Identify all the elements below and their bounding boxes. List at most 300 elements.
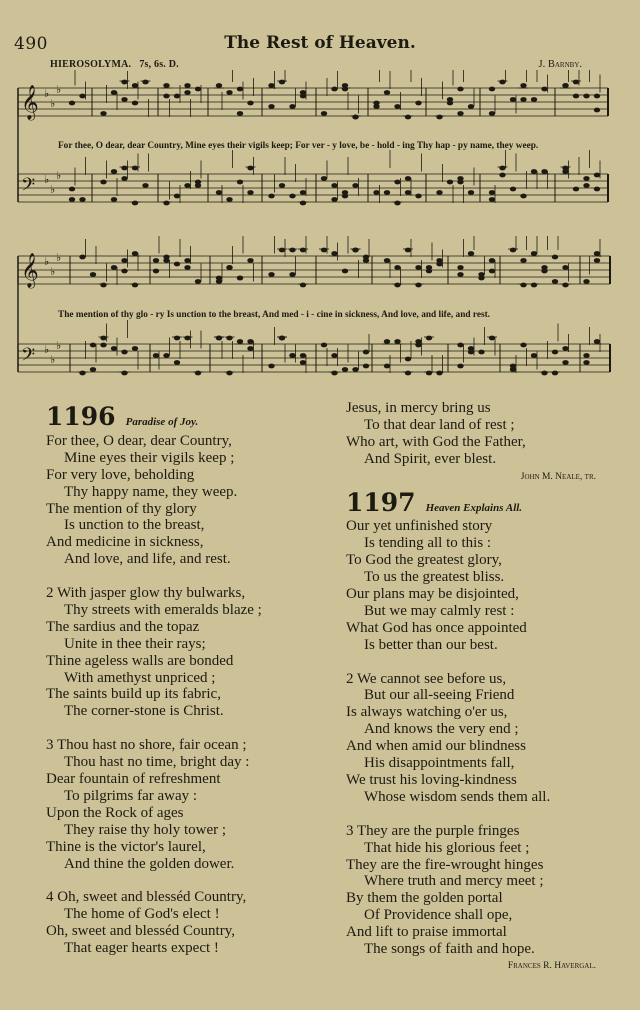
note-head [237, 276, 243, 281]
note-head [499, 173, 505, 178]
note-head [268, 194, 274, 199]
note-head [142, 183, 148, 188]
flat-icon: ♭ [44, 343, 50, 356]
flat-icon: ♭ [50, 265, 56, 278]
note-head [132, 101, 138, 106]
attribution-havergal: Frances R. Havergal. [507, 960, 596, 971]
verse-line: To us the greatest bliss. [364, 569, 505, 586]
note-head [226, 197, 232, 202]
note-head [184, 258, 190, 263]
verse-line: Upon the Rock of ages [46, 804, 184, 821]
note-head [289, 353, 295, 358]
note-head [552, 255, 558, 260]
note-head [331, 251, 337, 256]
flat-icon: ♭ [50, 183, 56, 196]
note-head [174, 194, 180, 199]
note-head [510, 97, 516, 102]
note-head [342, 367, 348, 372]
note-head [300, 248, 306, 253]
note-head [583, 176, 589, 181]
note-head [226, 265, 232, 270]
note-head [121, 80, 127, 85]
note-head [163, 94, 169, 99]
note-head [289, 104, 295, 109]
note-head [121, 166, 127, 171]
note-head [121, 350, 127, 355]
note-head [405, 357, 411, 362]
note-head [394, 104, 400, 109]
note-head [331, 183, 337, 188]
note-head [583, 360, 589, 365]
verse-line: His disappointments fall, [364, 755, 515, 772]
note-head [279, 183, 285, 188]
note-head [363, 350, 369, 355]
verse-line: And thine the golden dower. [64, 855, 235, 872]
flat-icon: ♭ [44, 173, 50, 186]
verse-line: Oh, sweet and blesséd Country, [46, 923, 235, 940]
verse-line: They are the fire-wrought hinges [346, 856, 544, 873]
note-head [132, 83, 138, 88]
note-head [352, 183, 358, 188]
treble-clef-icon: 𝄞 [21, 253, 39, 288]
page-title: The Rest of Heaven. [224, 33, 416, 53]
note-head [111, 169, 117, 174]
verse-line: The mention of thy glory [46, 500, 197, 517]
note-head [300, 190, 306, 195]
note-head [289, 248, 295, 253]
note-head [594, 251, 600, 256]
flat-icon: ♭ [44, 87, 50, 100]
flat-icon: ♭ [56, 169, 62, 182]
note-head [384, 90, 390, 95]
note-head [90, 367, 96, 372]
note-head [489, 269, 495, 274]
note-head [226, 336, 232, 341]
note-head [289, 194, 295, 199]
note-head [321, 111, 327, 116]
note-head [321, 248, 327, 253]
note-head [300, 283, 306, 288]
note-head [79, 371, 85, 376]
note-head [100, 343, 106, 348]
verse-line: 2 With jasper glow thy bulwarks, [46, 585, 246, 602]
note-head [111, 346, 117, 351]
stanza-gap [346, 806, 596, 823]
note-head [237, 111, 243, 116]
note-head [111, 90, 117, 95]
verse-line: Thou hast no time, bright day : [64, 754, 250, 771]
note-head [342, 190, 348, 195]
note-head [100, 283, 106, 288]
note-head [247, 346, 253, 351]
note-head [394, 339, 400, 344]
verse-line: Is better than our best. [364, 636, 498, 653]
note-head [153, 258, 159, 263]
note-head [352, 367, 358, 372]
note-head [478, 272, 484, 277]
note-head [342, 269, 348, 274]
verse-line: The sardius and the topaz [46, 618, 200, 635]
verse-line: Our yet unfinished story [346, 518, 493, 535]
note-head [405, 371, 411, 376]
note-head [573, 94, 579, 99]
note-head [132, 283, 138, 288]
hymn-verses-1197 [346, 518, 596, 958]
verse-line: Unite in thee their rays; [64, 635, 206, 652]
hymn-title-1197: Heaven Explains All. [425, 501, 523, 514]
note-head [79, 94, 85, 99]
note-head [226, 371, 232, 376]
note-head [489, 111, 495, 116]
note-head [153, 269, 159, 274]
note-head [79, 197, 85, 202]
note-head [373, 190, 379, 195]
note-head [331, 87, 337, 92]
hymn-number: 1196 [46, 402, 116, 431]
note-head [90, 272, 96, 277]
note-head [174, 262, 180, 267]
note-head [583, 183, 589, 188]
note-head [184, 265, 190, 270]
note-head [573, 80, 579, 85]
note-head [489, 190, 495, 195]
note-head [195, 279, 201, 284]
note-head [247, 339, 253, 344]
verse-line: To God the greatest glory, [346, 552, 502, 569]
verse-line: Jesus, in mercy bring us [346, 400, 491, 416]
note-head [121, 176, 127, 181]
hymn-number-1197: 1197 [346, 487, 416, 517]
attribution-neale: John M. Neale, tr. [520, 471, 596, 482]
note-head [541, 169, 547, 174]
note-head [541, 371, 547, 376]
note-head [142, 80, 148, 85]
verse-line: By them the golden portal [346, 890, 503, 907]
note-head [457, 364, 463, 369]
note-head [163, 201, 169, 206]
flat-icon: ♭ [50, 353, 56, 366]
note-head [510, 187, 516, 192]
note-head [415, 194, 421, 199]
note-head [195, 87, 201, 92]
note-head [90, 343, 96, 348]
verse-line: Thy streets with emeralds blaze ; [64, 601, 262, 618]
note-head [237, 87, 243, 92]
note-head [363, 364, 369, 369]
note-head [69, 101, 75, 106]
note-head [468, 350, 474, 355]
note-head [426, 265, 432, 270]
stanza-gap [46, 720, 262, 737]
note-head [394, 283, 400, 288]
music-lyrics-line-1: For thee, O dear, dear Country, Mine eyes their vigils keep; For ver - y love, be - hold - ing Thy hap - py name, they weep. [58, 141, 539, 151]
note-head [331, 371, 337, 376]
note-head [279, 248, 285, 253]
note-head [447, 180, 453, 185]
verse-line: For thee, O dear, dear Country, [46, 432, 232, 449]
note-head [583, 279, 589, 284]
composer: J. Barnby. [538, 59, 582, 70]
note-head [163, 83, 169, 88]
verse-line: Mine eyes their vigils keep ; [64, 449, 235, 466]
note-head [405, 176, 411, 181]
note-head [541, 269, 547, 274]
note-head [594, 94, 600, 99]
verse-line: Thine ageless walls are bonded [46, 652, 234, 669]
note-head [531, 283, 537, 288]
note-head [489, 197, 495, 202]
verse-line: 2 We cannot see before us, [346, 670, 507, 687]
note-head [300, 360, 306, 365]
note-head [153, 353, 159, 358]
note-head [520, 83, 526, 88]
note-head [342, 87, 348, 92]
note-head [279, 80, 285, 85]
note-head [489, 258, 495, 263]
note-head [174, 360, 180, 365]
note-head [300, 201, 306, 206]
stanza-gap [46, 568, 262, 585]
note-head [594, 108, 600, 113]
note-head [468, 104, 474, 109]
note-head [394, 201, 400, 206]
note-head [237, 339, 243, 344]
note-head [447, 97, 453, 102]
note-head [121, 269, 127, 274]
verse-line: Dear fountain of refreshment [46, 771, 221, 787]
note-head [573, 187, 579, 192]
note-head [499, 166, 505, 171]
verse-line: The corner-stone is Christ. [64, 703, 224, 720]
note-head [289, 272, 295, 277]
verse-line: And lift to praise immortal [346, 924, 507, 941]
note-head [132, 201, 138, 206]
note-head [121, 371, 127, 376]
note-head [520, 343, 526, 348]
note-head [237, 180, 243, 185]
verse-line: With amethyst unpriced ; [64, 669, 216, 686]
note-head [247, 258, 253, 263]
note-head [247, 190, 253, 195]
note-head [195, 180, 201, 185]
note-head [216, 336, 222, 341]
note-head [531, 169, 537, 174]
verse-line: 3 They are the purple fringes [346, 822, 520, 839]
note-head [520, 97, 526, 102]
note-head [331, 197, 337, 202]
flat-icon: ♭ [50, 97, 56, 110]
verse-line: 3 Thou hast no shore, fair ocean ; [46, 737, 247, 754]
note-head [184, 90, 190, 95]
hymn-header-1197 [346, 487, 596, 517]
note-head [300, 353, 306, 358]
note-head [352, 115, 358, 120]
tune-title: HIEROSOLYMA. [50, 59, 132, 70]
flat-icon: ♭ [56, 251, 62, 264]
note-head [594, 339, 600, 344]
verse-line: The songs of faith and hope. [364, 941, 535, 958]
hymn-verses [46, 433, 262, 957]
note-head [562, 169, 568, 174]
note-head [100, 336, 106, 341]
note-head [510, 364, 516, 369]
note-head [562, 265, 568, 270]
note-head [321, 343, 327, 348]
note-head [321, 176, 327, 181]
verse-line: 4 Oh, sweet and blesséd Country, [46, 889, 247, 906]
note-head [216, 83, 222, 88]
note-head [174, 336, 180, 341]
verse-line: Where truth and mercy meet ; [364, 873, 544, 890]
note-head [216, 276, 222, 281]
note-head [195, 371, 201, 376]
verse-line: Is unction to the breast, [64, 517, 205, 534]
note-head [100, 180, 106, 185]
note-head [226, 90, 232, 95]
note-head [384, 190, 390, 195]
note-head [562, 283, 568, 288]
note-head [436, 190, 442, 195]
note-head [457, 87, 463, 92]
note-head [436, 115, 442, 120]
tune-meter: 7s, 6s. D. [139, 59, 179, 70]
verse-line: Thine is the victor's laurel, [46, 838, 206, 855]
note-head [489, 87, 495, 92]
note-head [562, 360, 568, 365]
note-head [520, 258, 526, 263]
note-head [132, 251, 138, 256]
music-lyrics-line-2: The mention of thy glo - ry Is unction to the breast, And med - i - cine in sickness, And love, and life, and rest. [58, 310, 490, 320]
note-head [457, 176, 463, 181]
note-head [562, 83, 568, 88]
verse-line: That eager hearts expect ! [64, 940, 219, 957]
note-head [268, 104, 274, 109]
note-head [594, 187, 600, 192]
note-head [552, 371, 558, 376]
note-head [457, 343, 463, 348]
note-head [426, 371, 432, 376]
note-head [268, 364, 274, 369]
note-head [457, 265, 463, 270]
note-head [531, 97, 537, 102]
verse-line: We trust his loving-kindness [346, 772, 517, 789]
flat-icon: ♭ [56, 339, 62, 352]
note-head [373, 101, 379, 106]
flat-icon: ♭ [44, 255, 50, 268]
note-head [562, 346, 568, 351]
note-head [331, 353, 337, 358]
note-head [510, 248, 516, 253]
hymn-verses-continued [346, 400, 596, 468]
note-head [111, 265, 117, 270]
note-head [384, 339, 390, 344]
verse-line: But our all-seeing Friend [364, 687, 515, 704]
note-head [415, 265, 421, 270]
note-head [468, 190, 474, 195]
note-head [163, 255, 169, 260]
note-head [415, 283, 421, 288]
note-head [300, 94, 306, 99]
note-head [384, 258, 390, 263]
note-head [436, 262, 442, 267]
treble-clef-icon: 𝄞 [21, 85, 39, 120]
note-head [405, 248, 411, 253]
verse-line: The saints build up its fabric, [46, 686, 221, 703]
note-head [216, 190, 222, 195]
note-head [184, 83, 190, 88]
note-head [394, 265, 400, 270]
note-head [594, 258, 600, 263]
verse-line: Whose wisdom sends them all. [364, 788, 551, 805]
note-head [415, 339, 421, 344]
verse-line: Who art, with God the Father, [346, 433, 526, 450]
note-head [132, 166, 138, 171]
note-head [489, 336, 495, 341]
verse-line: They raise thy holy tower ; [64, 821, 227, 838]
verse-line: And love, and life, and rest. [64, 551, 231, 568]
note-head [426, 336, 432, 341]
stanza-gap [46, 872, 262, 889]
flat-icon: ♭ [56, 83, 62, 96]
note-head [247, 101, 253, 106]
note-head [478, 350, 484, 355]
note-head [363, 255, 369, 260]
bass-clef-icon: 𝄢 [21, 175, 36, 200]
verse-line: And medicine in sickness, [46, 534, 204, 551]
note-head [531, 353, 537, 358]
verse-line: For very love, beholding [46, 466, 195, 483]
verse-line: Thy happy name, they weep. [64, 483, 238, 500]
stanza-gap [346, 654, 596, 671]
verse-line: But we may calmly rest : [364, 602, 515, 619]
hymn-title: Paradise of Joy. [125, 416, 199, 428]
note-head [184, 336, 190, 341]
verse-line: And Spirit, ever blest. [364, 450, 497, 467]
note-head [384, 364, 390, 369]
tune-name [50, 59, 179, 70]
note-head [520, 283, 526, 288]
verse-line: And when amid our blindness [346, 738, 526, 755]
note-head [541, 87, 547, 92]
note-head [520, 194, 526, 199]
note-head [457, 111, 463, 116]
hymn-1196-continued [346, 400, 596, 975]
note-head [69, 197, 75, 202]
note-head [111, 197, 117, 202]
hymn-header [46, 404, 262, 431]
note-head [247, 166, 253, 171]
note-head [583, 353, 589, 358]
note-head [499, 80, 505, 85]
verse-line: That hide his glorious feet ; [364, 839, 530, 856]
note-head [268, 272, 274, 277]
note-head [184, 183, 190, 188]
note-head [79, 255, 85, 260]
verse-line: To pilgrims far away : [64, 787, 198, 804]
verse-line: And knows the very end ; [364, 721, 519, 738]
note-head [405, 190, 411, 195]
verse-line: The home of God's elect ! [64, 906, 220, 923]
note-head [394, 180, 400, 185]
bass-clef-icon: 𝄢 [21, 345, 36, 370]
note-head [531, 251, 537, 256]
note-head [583, 94, 589, 99]
note-head [552, 350, 558, 355]
verse-line: What God has once appointed [346, 619, 527, 636]
note-head [415, 101, 421, 106]
verse-line: Of Providence shall ope, [364, 907, 513, 924]
note-head [457, 272, 463, 277]
